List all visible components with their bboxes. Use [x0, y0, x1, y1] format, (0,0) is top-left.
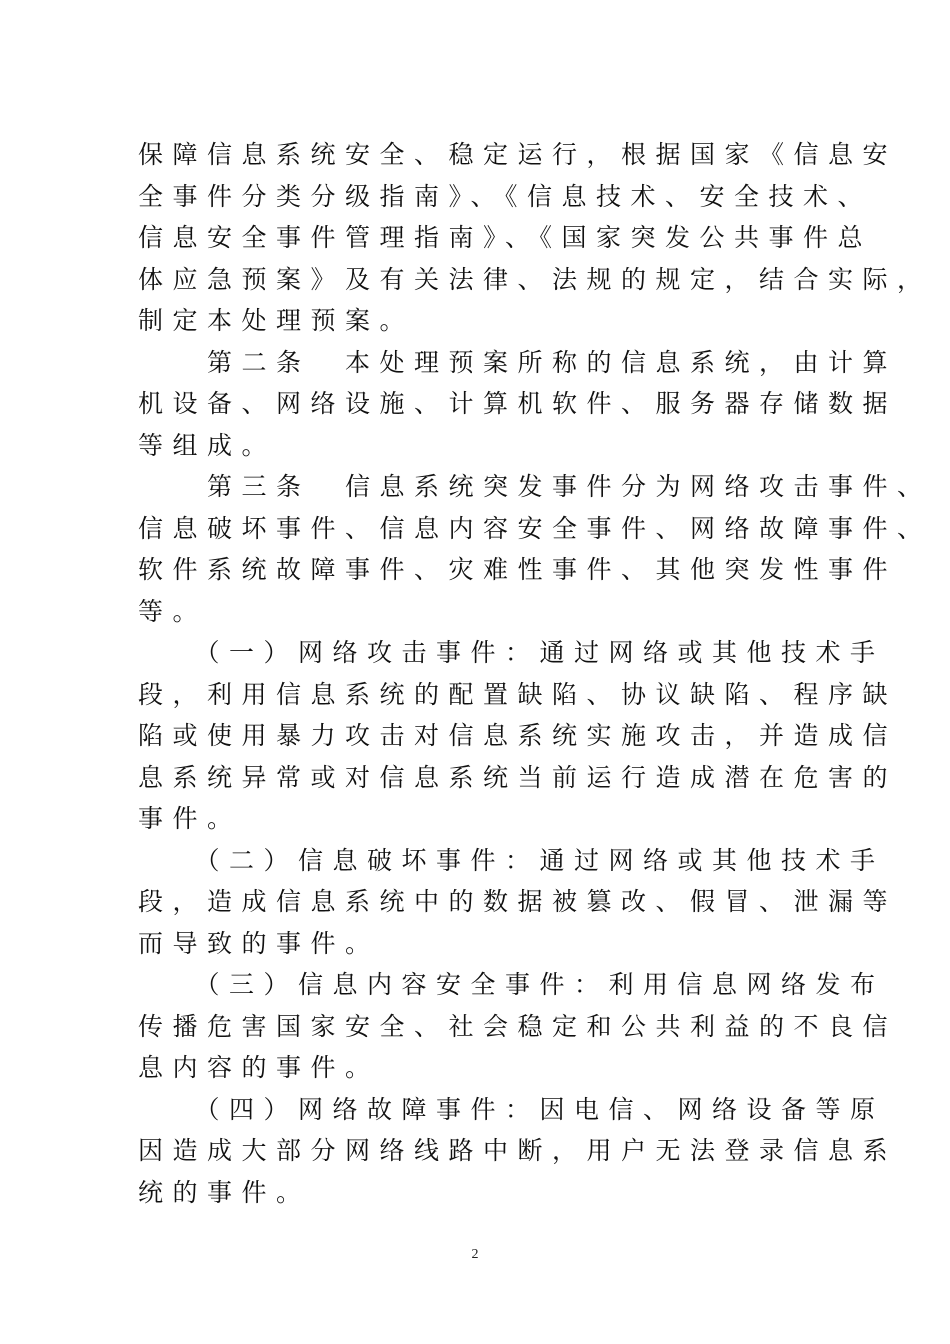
text-line: 等组成。	[138, 430, 277, 460]
text-line: 陷或使用暴力攻击对信息系统实施攻击，并造成信	[138, 721, 898, 750]
text-line: 事件。	[138, 804, 242, 833]
text-line: 因造成大部分网络线路中断，用户无法登录信息系	[138, 1136, 898, 1165]
text-line: 而导致的事件。	[138, 928, 380, 958]
text-line: 息内容的事件。	[138, 1053, 380, 1082]
text-line: 等。	[138, 596, 208, 626]
text-line: 第二条 本处理预案所称的信息系统，由计算	[138, 347, 898, 377]
text-line: 机设备、网络设施、计算机软件、服务器存储数据	[138, 389, 898, 418]
text-line: 第三条 信息系统突发事件分为网络攻击事件、	[138, 472, 932, 501]
text-line: 全事件分类分级指南》、《信息技术、安全技术、	[138, 181, 873, 211]
text-line: （一）网络攻击事件：通过网络或其他技术手	[138, 638, 885, 667]
page-number: 2	[471, 1247, 479, 1262]
text-line: 信息破坏事件、信息内容安全事件、网络故障事件、	[138, 513, 932, 543]
text-line: 传播危害国家安全、社会稳定和公共利益的不良信	[138, 1011, 898, 1041]
text-line: 息系统异常或对信息系统当前运行造成潜在危害的	[138, 762, 898, 792]
text-line: 体应急预案》及有关法律、法规的规定，结合实际，	[138, 264, 932, 294]
text-line: 保障信息系统安全、稳定运行，根据国家《信息安	[138, 140, 898, 169]
text-line: （二）信息破坏事件：通过网络或其他技术手	[138, 845, 885, 875]
text-line: 段，造成信息系统中的数据被篡改、假冒、泄漏等	[138, 887, 898, 916]
document-body	[138, 134, 932, 1213]
text-line: 软件系统故障事件、灾难性事件、其他突发性事件	[138, 555, 898, 584]
text-line: 统的事件。	[138, 1177, 311, 1207]
text-line: 信息安全事件管理指南》、《国家突发公共事件总	[138, 223, 873, 252]
text-line: 制定本处理预案。	[138, 306, 415, 335]
text-line: （四）网络故障事件：因电信、网络设备等原	[138, 1094, 885, 1124]
text-line: 段，利用信息系统的配置缺陷、协议缺陷、程序缺	[138, 679, 898, 709]
text-line: （三）信息内容安全事件：利用信息网络发布	[138, 970, 885, 999]
